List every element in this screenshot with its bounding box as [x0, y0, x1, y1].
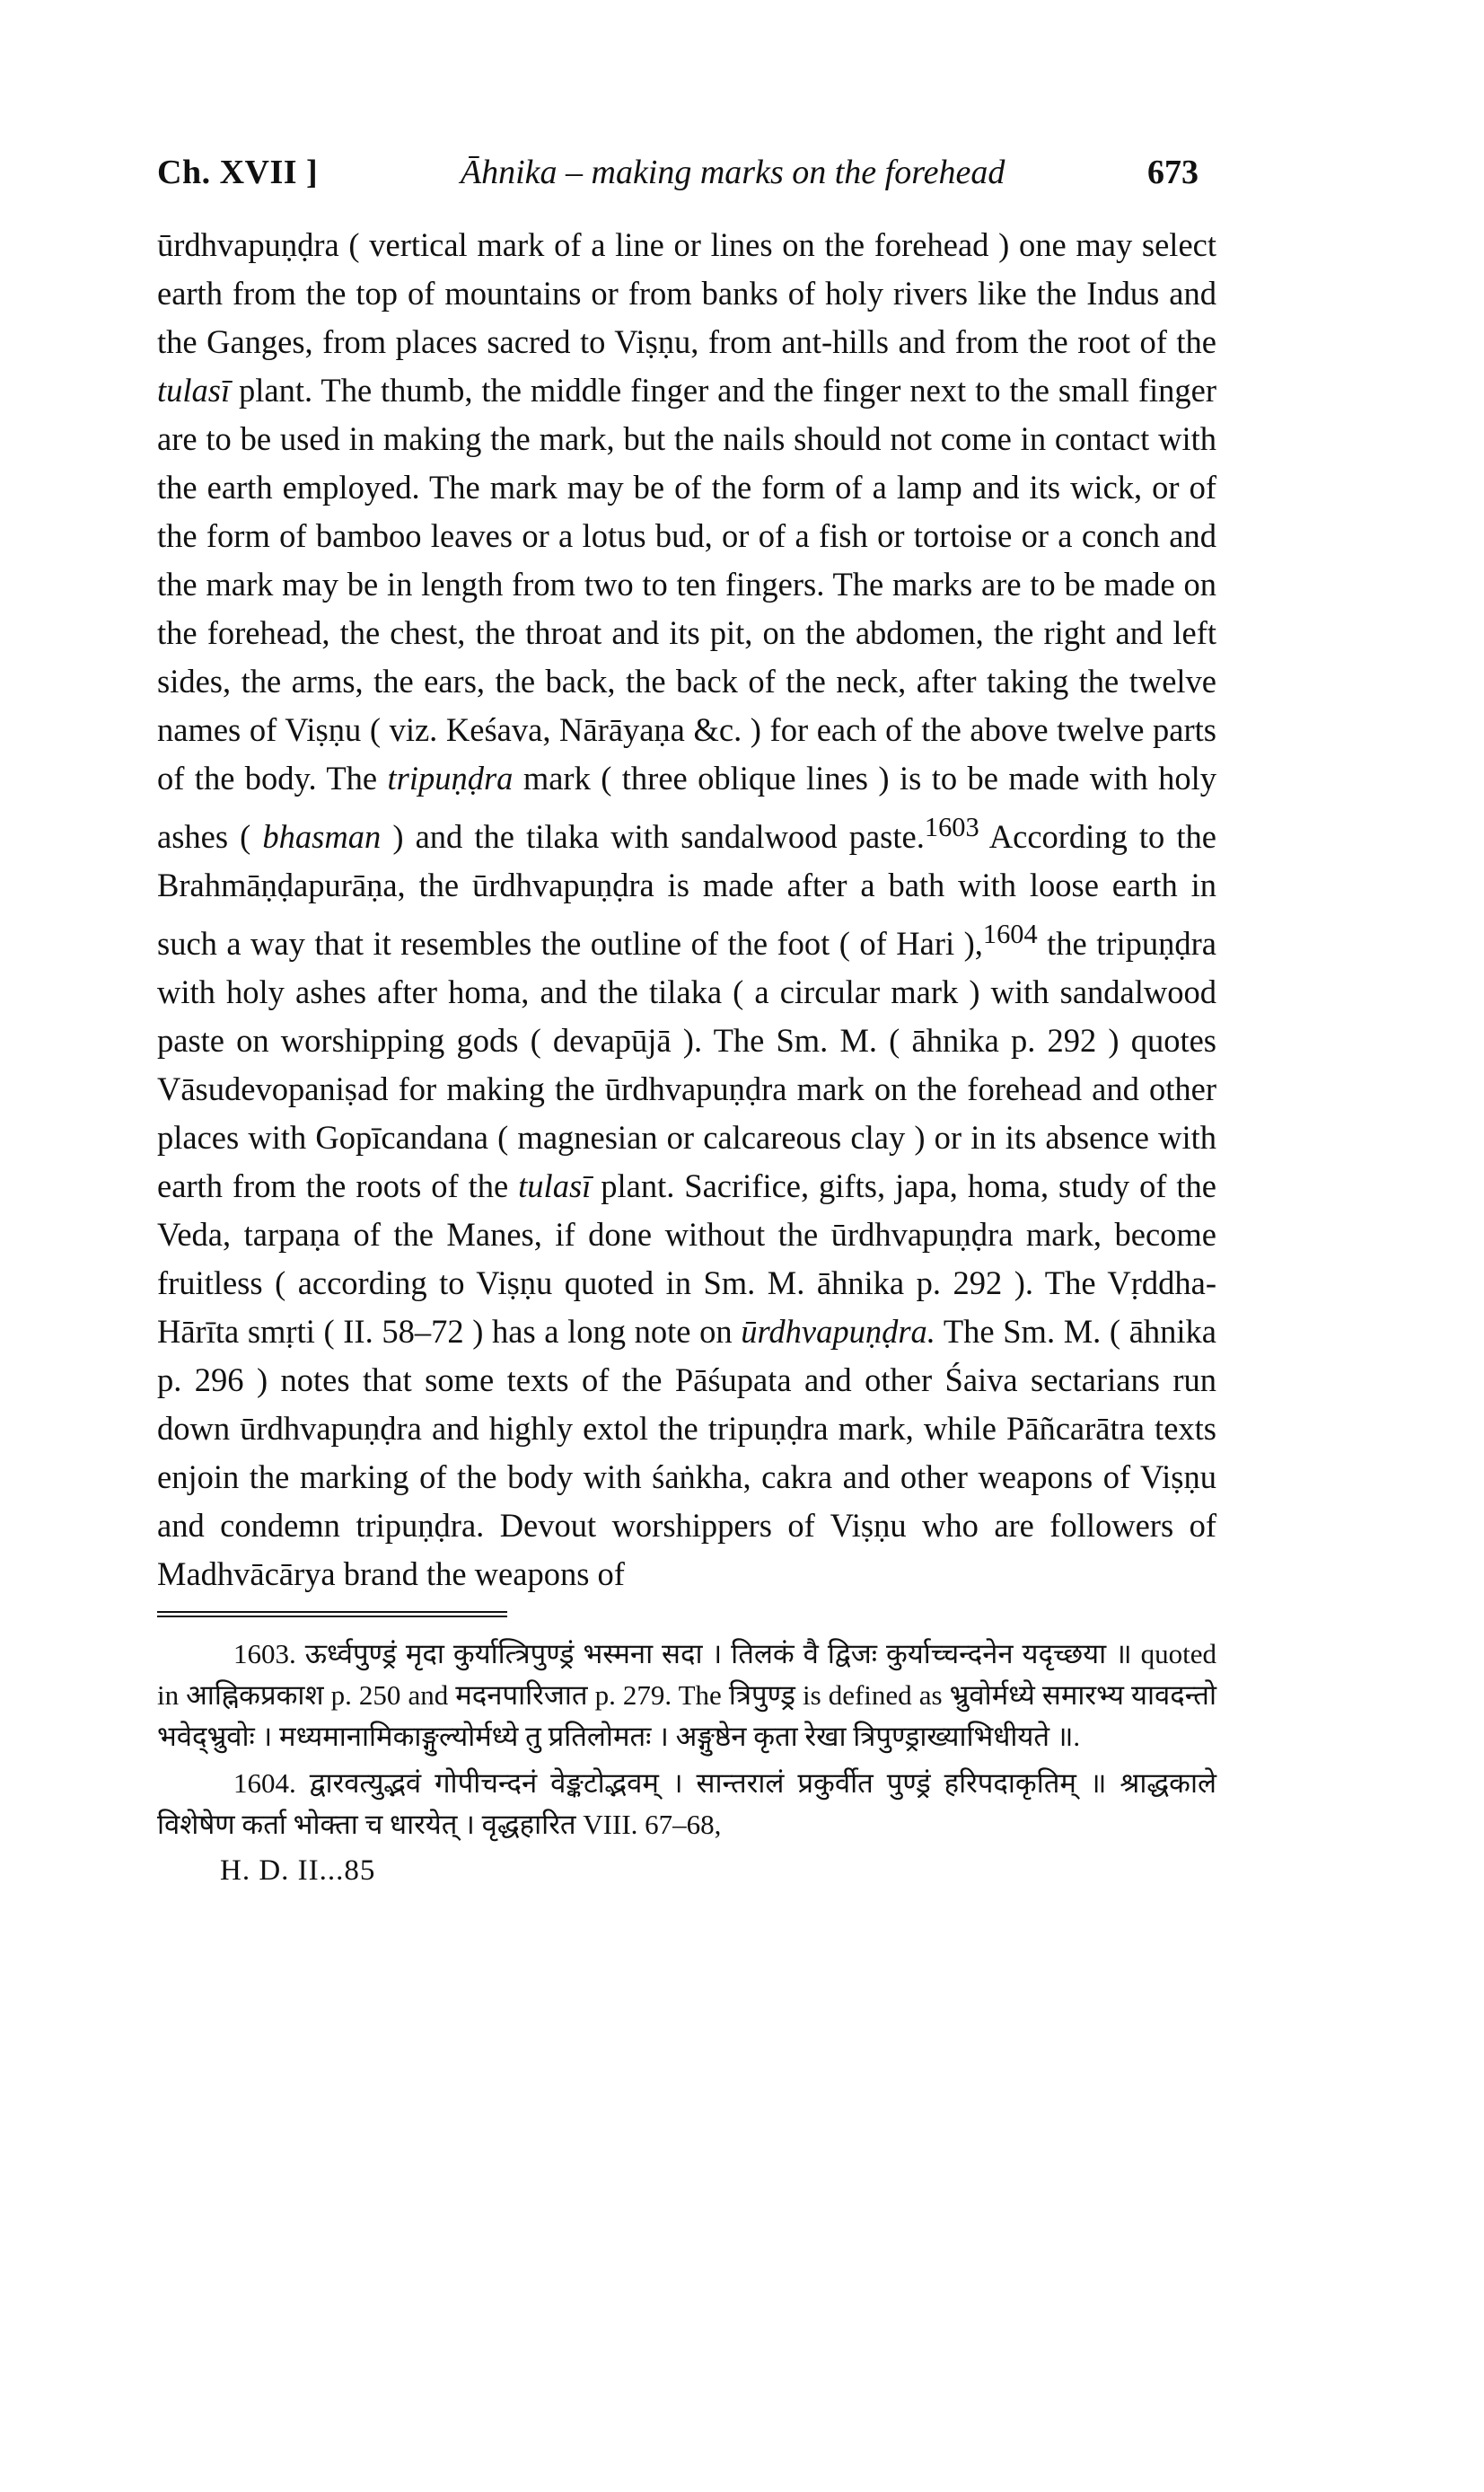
body-text-segment: mark ( three oblique lines ) is to be made with holy ashes (: [157, 760, 1216, 856]
body-text-segment: According to the Brahmāṇḍapurāṇa, the ūrdhvapuṇḍra is made after a bath with loose earth in such a way that it resembles the outline of the foot ( of Hari ),: [157, 818, 1217, 963]
body-text-segment: plant. Sacrifice, gifts, japa, homa, study of the Veda, tarpaṇa of the Manes, if done without the ūrdhvapuṇḍra mark, become fruitless ( according to Viṣṇu quoted in Sm. M. āhnika p. 292 ). The Vṛddha-Hārīta smṛti ( II. 58–72 ) has a long note on: [157, 1167, 1217, 1351]
page: [157, 153, 1216, 1888]
body-text-segment: ) and the tilaka with sandalwood paste.: [381, 818, 925, 856]
body-text-segment: The Sm. M. ( āhnika p. 296 ) notes that some texts of the Pāśupata and other Śaiva sectarians run down ūrdhvapuṇḍra and highly extol the tripuṇḍra mark, while Pāñcarātra texts enjoin the marking of the body with śaṅkha, cakra and other weapons of Viṣṇu and condemn tripuṇḍra. Devout worshippers of Viṣṇu who are followers of Madhvācārya brand the weapons of: [157, 1313, 1216, 1593]
footnote-number: 1604.: [233, 1767, 296, 1800]
running-head: [157, 153, 1216, 192]
footnote-text: द्वारवत्युद्भवं गोपीचन्दनं वेङ्कटोद्भवम् । सान्तरालं प्रकुर्वीत पुण्ड्रं हरिपदाकृतिम् ॥ श्राद्धकाले विशेषेण कर्ता भोक्ता च धारयेत् । वृद्धहारित VIII. 67–68,: [157, 1767, 1217, 1841]
printer-signature-mark: H. D. II...85: [220, 1854, 376, 1888]
footnote-ref-1604: 1604: [982, 919, 1038, 950]
italic-term-bhasman: bhasman: [262, 818, 382, 856]
body-paragraph: [157, 221, 1216, 1598]
page-number: 673: [1147, 154, 1199, 191]
footnote-text: ऊर्ध्वपुण्ड्रं मृदा कुर्यात्त्रिपुण्ड्रं भस्मना सदा । तिलकं वै द्विजः कुर्याच्चन्दनेन यदृच्छया ॥ quoted in आह्निकप्रकाश p. 250 and मदनपारिजात p. 279. The त्रिपुण्ड्र is defined as भ्रुवोर्मध्ये समारभ्य यावदन्तो भवेद्भ्रुवोः । मध्यमानामिकाङ्गुल्योर्मध्ये तु प्रतिलोमतः । अङ्गुष्ठेन कृता रेखा त्रिपुण्ड्राख्याभिधीयते ॥.: [157, 1638, 1217, 1753]
body-text-segment: plant. The thumb, the middle finger and the finger next to the small finger are to be used in making the mark, but the nails should not come in contact with the earth employed. The mark may be of the form of a lamp and its wick, or of the form of bamboo leaves or a lotus bud, or of a fish or tortoise or a conch and the mark may be in length from two to ten fingers. The marks are to be made on the forehead, the chest, the throat and its pit, on the abdomen, the right and left sides, the arms, the ears, the back, the back of the neck, after taking the twelve names of Viṣṇu ( viz. Keśava, Nārāyaṇa &c. ) for each of the above twelve parts of the body. The: [157, 372, 1216, 797]
page-title: Āhnika – making marks on the forehead: [460, 154, 1005, 191]
footnote-number: 1603.: [233, 1638, 296, 1670]
chapter-label: Ch. XVII ]: [157, 154, 319, 191]
italic-term-tripundra: tripuṇḍra: [387, 760, 514, 797]
footnote-1604: [157, 1763, 1216, 1845]
footnote-1603: [157, 1633, 1216, 1757]
italic-term-tulasi: tulasī: [518, 1167, 592, 1205]
body-text-segment: the tripuṇḍra with holy ashes after homa, and the tilaka ( a circular mark ) with sandalwood paste on worshipping gods ( devapūjā ). The Sm. M. ( āhnika p. 292 ) quotes Vāsudevopaniṣad for making the ūrdhvapuṇḍra mark on the forehead and other places with Gopīcandana ( magnesian or calcareous clay ) or in its absence with earth from the roots of the: [157, 925, 1217, 1205]
italic-term-urdhvapundra: ūrdhvapuṇḍra.: [741, 1313, 935, 1351]
italic-term-tulasi: tulasī: [157, 372, 231, 409]
footnote-ref-1603: 1603: [924, 812, 979, 842]
footnote-divider: [157, 1611, 507, 1617]
body-text-segment: ūrdhvapuṇḍra ( vertical mark of a line or lines on the forehead ) one may select earth from the top of mountains or from banks of holy rivers like the Indus and the Ganges, from places sacred to Viṣṇu, from ant-hills and from the root of the: [157, 226, 1216, 360]
